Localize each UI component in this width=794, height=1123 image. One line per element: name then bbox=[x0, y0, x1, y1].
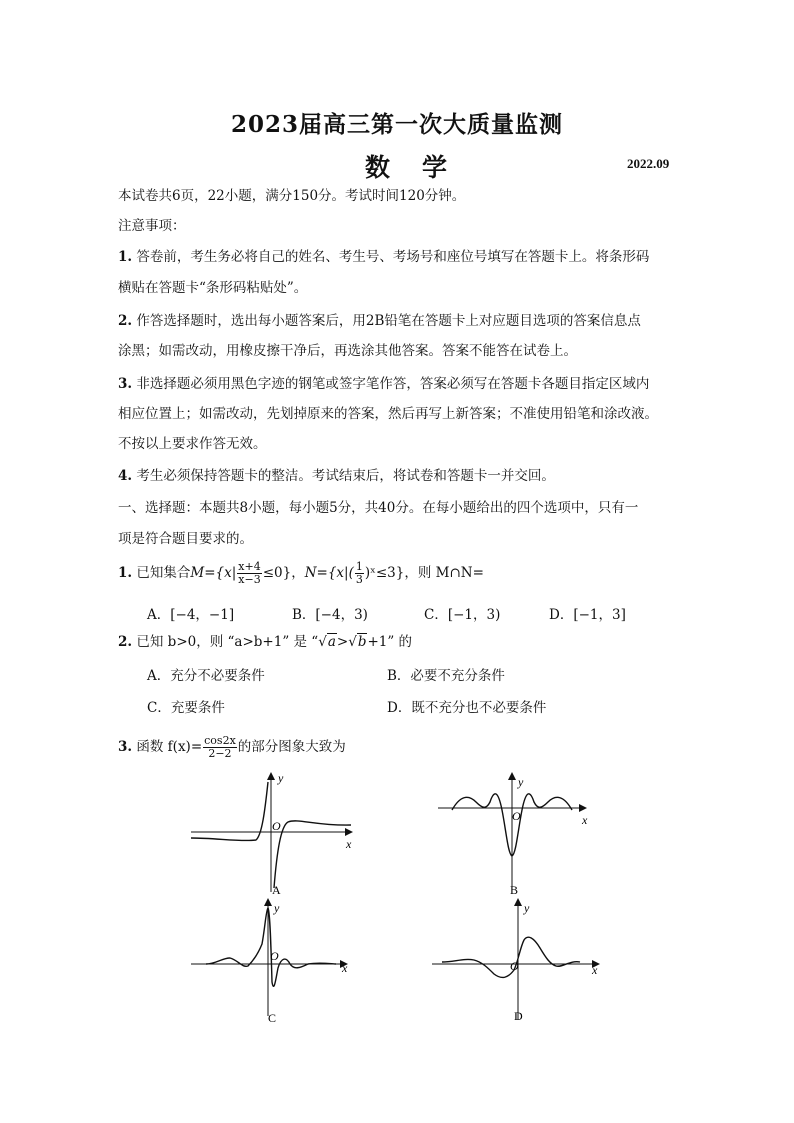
curve bbox=[206, 908, 336, 986]
subject-title: 数学 bbox=[365, 153, 480, 182]
y-label: y bbox=[524, 901, 530, 915]
q1-fraction-2: $\frac{1}{3}$ bbox=[355, 560, 363, 586]
intro-text: 本试卷共6页，22小题，满分150分。考试时间120分钟。 bbox=[118, 188, 466, 204]
curve-right bbox=[274, 821, 351, 888]
origin-label: O bbox=[512, 809, 521, 823]
note-item-3-line-3: 不按以上要求作答无效。 bbox=[118, 436, 267, 452]
y-label: y bbox=[274, 901, 280, 915]
notes-heading: 注意事项： bbox=[118, 218, 186, 234]
x-label: x bbox=[342, 961, 348, 975]
note-item-2-line-2: 涂黑；如需改动，用橡皮擦干净后，再选涂其他答案。答案不能答在试卷上。 bbox=[118, 343, 577, 359]
exam-title: 2023届高三第一次大质量监测 bbox=[230, 111, 563, 138]
note-item-3-line-1: 3. 非选择题必须用黑色字迹的钢笔或签字笔作答，答案必须写在答题卡各题目指定区域内 bbox=[118, 376, 650, 392]
q2-option-c: C．充要条件 bbox=[147, 700, 225, 716]
q1-option-d: D．[−1，3] bbox=[549, 607, 626, 623]
note-item-2-line-1: 2. 作答选择题时，选出每小题答案后，用2B铅笔在答题卡上对应题目选项的答案信息点 bbox=[118, 313, 641, 329]
note-item-1-line-1: 1. 答卷前，考生务必将自己的姓名、考生号、考场号和座位号填写在答题卡上。将条形码 bbox=[118, 249, 650, 265]
graph-a bbox=[186, 770, 366, 900]
graph-label-b: B bbox=[510, 883, 519, 897]
section1-line-2: 项是符合题目要求的。 bbox=[118, 531, 253, 547]
x-label: x bbox=[582, 813, 588, 827]
origin-label: O bbox=[272, 819, 281, 833]
graph-label-d: D bbox=[514, 1009, 523, 1023]
q1-option-a: A．[−4，−1] bbox=[147, 607, 235, 623]
origin-label: O bbox=[510, 959, 519, 973]
graph-b bbox=[430, 770, 610, 900]
note-item-4-line-1: 4. 考生必须保持答题卡的整洁。考试结束后，将试卷和答题卡一并交回。 bbox=[118, 468, 555, 484]
graph-label-c: C bbox=[268, 1011, 277, 1025]
q1-fraction-1: $\frac{x+4}{x-3}$ bbox=[238, 560, 261, 586]
graph-label-a: A bbox=[272, 883, 281, 897]
question-1: 1. 已知集合M={x| $\frac{x+4}{x-3}$ ≤0}，N={x|( $\frac{1}{3}$ )ˣ≤3}，则 M∩N= bbox=[118, 560, 484, 586]
q1-option-b: B．[−4，3) bbox=[292, 607, 368, 623]
q2-option-b: B．必要不充分条件 bbox=[387, 668, 505, 684]
y-label: y bbox=[278, 771, 284, 785]
note-item-1-line-2: 横贴在答题卡“条形码粘贴处”。 bbox=[118, 280, 308, 296]
q1-option-c: C．[−1，3) bbox=[424, 607, 501, 623]
q2-option-d: D．既不充分也不必要条件 bbox=[387, 700, 547, 716]
q2-option-a: A．充分不必要条件 bbox=[147, 668, 265, 684]
q3-fraction: $\frac{\cos 2x}{2-2}$ bbox=[204, 734, 236, 760]
question-2: 2. 已知 b>0，则 “a>b+1” 是 “√a>√b+1” 的 bbox=[118, 634, 413, 650]
exam-date: 2022.09 bbox=[627, 156, 670, 171]
question-3: 3. 函数 f(x)= $\frac{\cos 2x}{2-2}$ 的部分图象大致为 bbox=[118, 734, 346, 760]
graph-c bbox=[186, 898, 366, 1028]
origin-label: O bbox=[270, 949, 279, 963]
x-label: x bbox=[346, 837, 352, 851]
y-label: y bbox=[518, 775, 524, 789]
note-item-3-line-2: 相应位置上；如需改动，先划掉原来的答案，然后再写上新答案；不准使用铅笔和涂改液。 bbox=[118, 406, 658, 422]
x-label: x bbox=[592, 963, 598, 977]
section1-line-1: 一、选择题：本题共8小题，每小题5分，共40分。在每小题给出的四个选项中，只有一 bbox=[118, 500, 639, 516]
graph-d bbox=[430, 898, 610, 1028]
